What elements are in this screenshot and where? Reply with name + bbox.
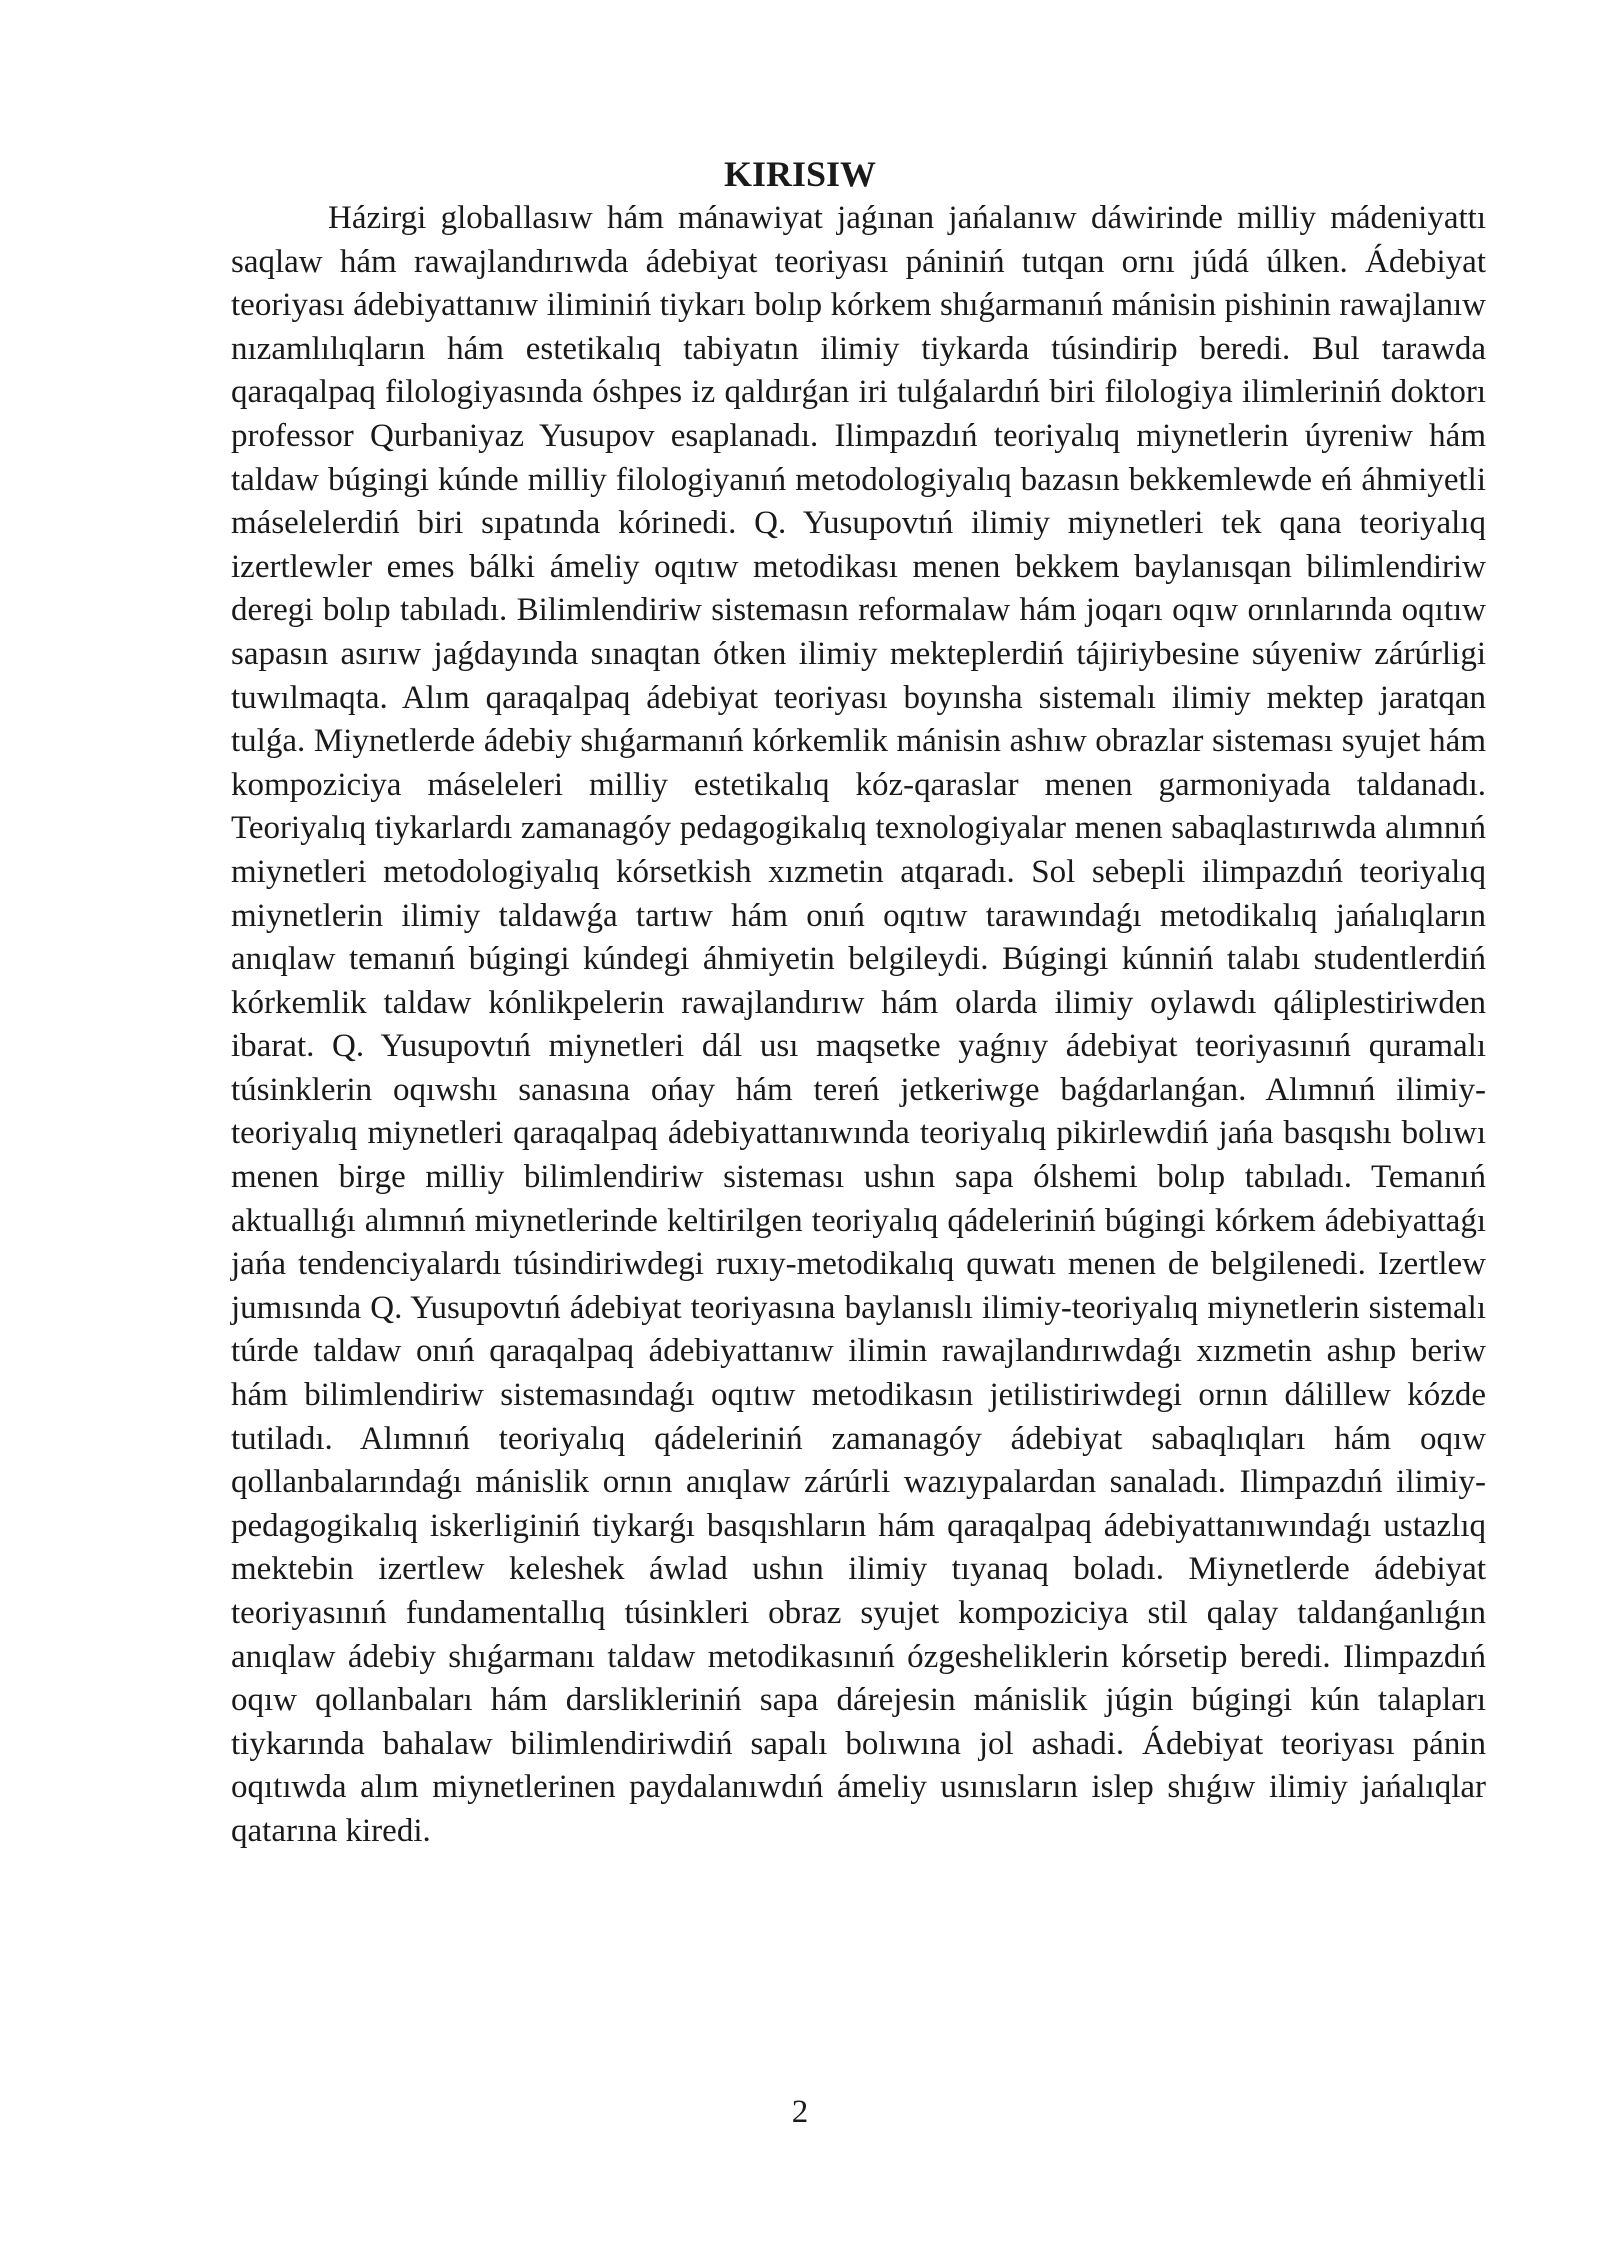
body-paragraph: Házirgi globallasıw hám mánawiyat jaǵınan jańalanıw dáwirinde milliy mádeniyattı saqlaw hám rawajlandırıwda ádebiyat teoriyası pániniń tutqan ornı júdá úlken. Ádebiyat teoriyası ádebiyattanıw iliminiń tiykarı bolıp kórkem shıǵarmanıń mánisin pishinin rawajlanıw nızamlılıqların hám estetikalıq tabiyatın ilimiy tiykarda túsindirip beredi. Bul tarawda qaraqalpaq filologiyasında óshpes iz qaldırǵan iri tulǵalardıń biri filologiya ilimleriniń doktorı professor Qurbaniyaz Yusupov esaplanadı. Ilimpazdıń teoriyalıq miynetlerin úyreniw hám taldaw búgingi kúnde milliy filologiyanıń metodologiyalıq bazasın bekkemlewde eń áhmiyetli máselelerdiń biri sıpatında kórinedi. Q. Yusupovtıń ilimiy miynetleri tek qana teoriyalıq izertlewler emes bálki ámeliy oqıtıw metodikası menen bekkem baylanısqan bilimlendiriw deregi bolıp tabıladı. Bilimlendiriw sistemasın reformalaw hám joqarı oqıw orınlarında oqıtıw sapasın asırıw jaǵdayında sınaqtan ótken ilimiy mekteplerdiń tájiriybesine súyeniw zárúrligi tuwılmaqta. Alım qaraqalpaq ádebiyat teoriyası boyınsha sistemalı ilimiy mektep jaratqan tulǵa. Miynetlerde ádebiy shıǵarmanıń kórkemlik mánisin ashıw obrazlar sisteması syujet hám kompoziciya máseleleri milliy estetikalıq kóz-qaraslar menen garmoniyada taldanadı. Teoriyalıq tiykarlardı zamanagóy pedagogikalıq texnologiyalar menen sabaqlastırıwda alımnıń miynetleri metodologiyalıq kórsetkish xızmetin atqaradı. Sol sebepli ilimpazdıń teoriyalıq miynetlerin ilimiy taldawǵa tartıw hám onıń oqıtıw tarawındaǵı metodikalıq jańalıqların anıqlaw temanıń búgingi kúndegi áhmiyetin belgileydi. Búgingi kúnniń talabı studentlerdiń kórkemlik taldaw kónlikpelerin rawajlandırıw hám olarda ilimiy oylawdı qáliplestiriwden ibarat. Q. Yusupovtıń miynetleri dál usı maqsetke yaǵnıy ádebiyat teoriyasınıń quramalı túsinklerin oqıwshı sanasına ońay hám tereń jetkeriwge baǵdarlanǵan. Alımnıń ilimiy-teoriyalıq miynetleri qaraqalpaq ádebiyattanıwında teoriyalıq pikirlewdiń jańa basqıshı bolıwı menen birge milliy bilimlendiriw sisteması ushın sapa ólshemi bolıp tabıladı. Temanıń aktuallıǵı alımnıń miynetlerinde keltirilgen teoriyalıq qádeleriniń búgingi kórkem ádebiyattaǵı jańa tendenciyalardı túsindiriwdegi ruxıy-metodikalıq quwatı menen de belgilenedi. Izertlew jumısında Q. Yusupovtıń ádebiyat teoriyasına baylanıslı ilimiy-teoriyalıq miynetlerin sistemalı túrde taldaw onıń qaraqalpaq ádebiyattanıw ilimin rawajlandırıwdaǵı xızmetin ashıp beriw hám bilimlendiriw sistemasındaǵı oqıtıw metodikasın jetilistiriwdegi ornın dálillew kózde tutiladı. Alımnıń teoriyalıq qádeleriniń zamanagóy ádebiyat sabaqlıqları hám oqıw qollanbalarındaǵı mánislik ornın anıqlaw zárúrli wazıypalardan sanaladı. Ilimpazdıń ilimiy-pedagogikalıq iskerliginiń tiykarǵı basqıshların hám qaraqalpaq ádebiyattanıwındaǵı ustazlıq mektebin izertlew keleshek áwlad ushın ilimiy tıyanaq boladı. Miynetlerde ádebiyat teoriyasınıń fundamentallıq túsinkleri obraz syujet kompoziciya stil qalay taldanǵanlıǵın anıqlaw ádebiy shıǵarmanı taldaw metodikasınıń ózgesheliklerin kórsetip beredi. Ilimpazdıń oqıw qollanbaları hám darslikleriniń sapa dárejesin mánislik júgin búgingi kún talapları tiykarında bahalaw bilimlendiriwdiń sapalı bolıwına jol ashadi. Ádebiyat teoriyası pánin oqıtıwda alım miynetlerinen paydalanıwdıń ámeliy usınısların islep shıǵıw ilimiy jańalıqlar qatarına kiredi. — [231, 200, 1486, 1849]
page-number: 2 — [791, 2094, 809, 2130]
page-title: KIRISIW — [723, 154, 877, 194]
